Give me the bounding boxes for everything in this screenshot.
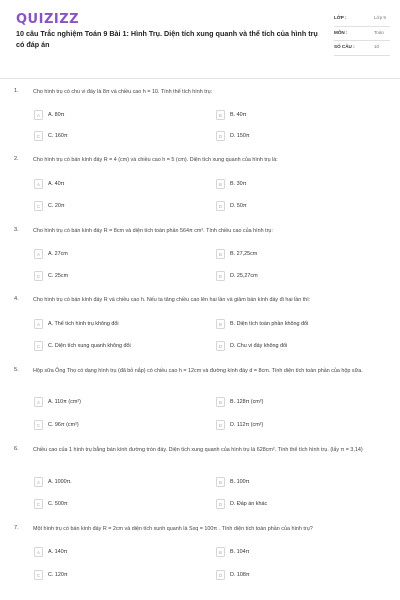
option-letter: A	[34, 397, 43, 407]
option-letter: B	[216, 249, 225, 259]
option-text: B. 100π	[230, 479, 250, 485]
option-letter: B	[216, 477, 225, 487]
meta-subject-row	[334, 27, 390, 42]
option-a[interactable]	[34, 475, 72, 489]
option-letter: D	[216, 570, 225, 580]
question-text: Chiều cao của 1 hình trụ bằng bán kính đường tròn đáy. Diện tích xung quanh của hình trụ là 628cm². Tính thể tích hình trụ. (lấy π = 3,14)	[33, 447, 363, 453]
question-number: 1.	[14, 88, 19, 94]
question-text: Hộp sữa Ông Thọ có dạng hình trụ (đã bỏ nắp) có chiều cao h = 12cm và đường kính đáy d = 8cm. Tính diện tích toàn phần của hộp sữa.	[33, 368, 363, 374]
option-b[interactable]	[216, 475, 249, 489]
option-text: A. 40π	[48, 181, 65, 187]
option-letter: D	[216, 271, 225, 281]
option-d[interactable]	[216, 497, 267, 511]
option-letter: A	[34, 319, 43, 329]
option-a[interactable]	[34, 395, 81, 409]
option-d[interactable]	[216, 418, 263, 432]
meta-count-value: 10	[374, 44, 380, 49]
option-text: B. 104π	[230, 549, 250, 555]
option-a[interactable]	[34, 545, 67, 559]
option-letter: C	[34, 499, 43, 509]
quizizz-logo[interactable]: QUIZIZZ	[16, 12, 80, 27]
option-c[interactable]	[34, 129, 68, 143]
option-text: B. 40π	[230, 112, 247, 118]
option-text: D. 25,27cm	[230, 273, 258, 279]
option-text: C. 500π	[48, 501, 68, 507]
question-number: 7.	[14, 525, 19, 531]
option-text: C. Diện tích xung quanh không đổi	[48, 343, 131, 349]
option-c[interactable]	[34, 418, 79, 432]
question-text: Cho hình trụ có bán kính đáy R và chiều cao h. Nếu ta tăng chiều cao lên hai lần và giảm bán kính đáy đi hai lần thì:	[33, 297, 311, 303]
question-text: Cho hình trụ có bán kính đáy R = 4 (cm) và chiều cao h = 5 (cm). Diện tích xung quanh của hình trụ là:	[33, 157, 278, 163]
option-d[interactable]	[216, 568, 250, 582]
option-letter: C	[34, 201, 43, 211]
option-a[interactable]	[34, 317, 119, 331]
option-b[interactable]	[216, 545, 249, 559]
question-text: Một hình trụ có bán kính đáy R = 2cm và diện tích xunh quanh là Sxq = 100π . Tính diện tích toàn phần của hình trụ?	[33, 526, 313, 532]
option-c[interactable]	[34, 269, 68, 283]
option-c[interactable]	[34, 497, 68, 511]
option-text: D. Chu vi đáy không đổi	[230, 343, 288, 349]
question-number: 6.	[14, 446, 19, 452]
option-letter: B	[216, 110, 225, 120]
meta-class-label: LỚP :	[334, 15, 347, 20]
question-number: 4.	[14, 296, 19, 302]
option-c[interactable]	[34, 199, 65, 213]
option-text: D. Đáp án khác	[230, 501, 268, 507]
option-letter: D	[216, 131, 225, 141]
option-letter: C	[34, 131, 43, 141]
option-b[interactable]	[216, 177, 246, 191]
option-letter: B	[216, 547, 225, 557]
option-letter: C	[34, 420, 43, 430]
option-text: A. 140π	[48, 549, 68, 555]
header-divider	[0, 78, 400, 79]
option-b[interactable]	[216, 247, 257, 261]
meta-class-row	[334, 12, 390, 27]
option-text: B. 128π (cm²)	[230, 399, 264, 405]
option-c[interactable]	[34, 339, 131, 353]
option-letter: B	[216, 397, 225, 407]
question-number: 3.	[14, 227, 19, 233]
option-text: D. 108π	[230, 572, 250, 578]
option-text: C. 25cm	[48, 273, 69, 279]
meta-count-row	[334, 41, 390, 56]
option-text: B. 27,25cm	[230, 251, 258, 257]
option-letter: B	[216, 319, 225, 329]
option-text: B. 30π	[230, 181, 247, 187]
option-text: A. 27cm	[48, 251, 68, 257]
option-d[interactable]	[216, 269, 258, 283]
option-letter: A	[34, 179, 43, 189]
option-letter: A	[34, 249, 43, 259]
question-number: 5.	[14, 367, 19, 373]
option-b[interactable]	[216, 317, 308, 331]
option-d[interactable]	[216, 129, 250, 143]
option-a[interactable]	[34, 247, 68, 261]
option-a[interactable]	[34, 177, 64, 191]
option-c[interactable]	[34, 568, 68, 582]
option-text: D. 150π	[230, 133, 250, 139]
question-number: 2.	[14, 156, 19, 162]
option-b[interactable]	[216, 395, 263, 409]
question-text: Cho hình trụ có bán kính đáy R = 8cm và diện tích toàn phần 564π cm². Tính chiều cao của hình trụ:	[33, 228, 273, 234]
option-text: C. 160π	[48, 133, 68, 139]
worksheet-meta	[334, 12, 390, 56]
option-letter: A	[34, 547, 43, 557]
option-text: A. 110π (cm²)	[48, 399, 81, 405]
option-letter: A	[34, 110, 43, 120]
question-text: Cho hình trụ có chu vi đáy là 8π và chiều cao h = 10. Tính thể tích hình trụ:	[33, 89, 213, 95]
option-text: A. Thể tích hình trụ không đổi	[48, 321, 119, 327]
option-letter: C	[34, 570, 43, 580]
option-letter: D	[216, 499, 225, 509]
option-text: A. 80π	[48, 112, 65, 118]
option-letter: C	[34, 271, 43, 281]
option-letter: D	[216, 201, 225, 211]
option-text: C. 96π (cm²)	[48, 422, 79, 428]
option-text: C. 120π	[48, 572, 68, 578]
meta-subject-value: Toán	[374, 29, 384, 35]
option-letter: C	[34, 341, 43, 351]
option-letter: D	[216, 420, 225, 430]
option-text: D. 50π	[230, 203, 247, 209]
option-text: A. 1000π.	[48, 479, 72, 485]
meta-subject-label: MÔN :	[334, 29, 348, 35]
option-letter: B	[216, 179, 225, 189]
option-text: D. 112π (cm²)	[230, 422, 264, 428]
option-a[interactable]	[34, 108, 64, 122]
worksheet-title: 10 câu Trắc nghiệm Toán 9 Bài 1: Hình Trụ. Diện tích xung quanh và thể tích của hình trụ có đáp án	[16, 29, 318, 49]
header	[0, 0, 400, 75]
option-letter: D	[216, 341, 225, 351]
meta-class-value: Lớp 9	[374, 15, 386, 20]
option-b[interactable]	[216, 108, 246, 122]
meta-count-label: SỐ CÂU :	[334, 44, 355, 49]
option-d[interactable]	[216, 339, 287, 353]
option-text: B. Diện tích toàn phần không đổi	[230, 321, 309, 327]
option-text: C. 20π	[48, 203, 65, 209]
option-letter: A	[34, 477, 43, 487]
option-d[interactable]	[216, 199, 247, 213]
